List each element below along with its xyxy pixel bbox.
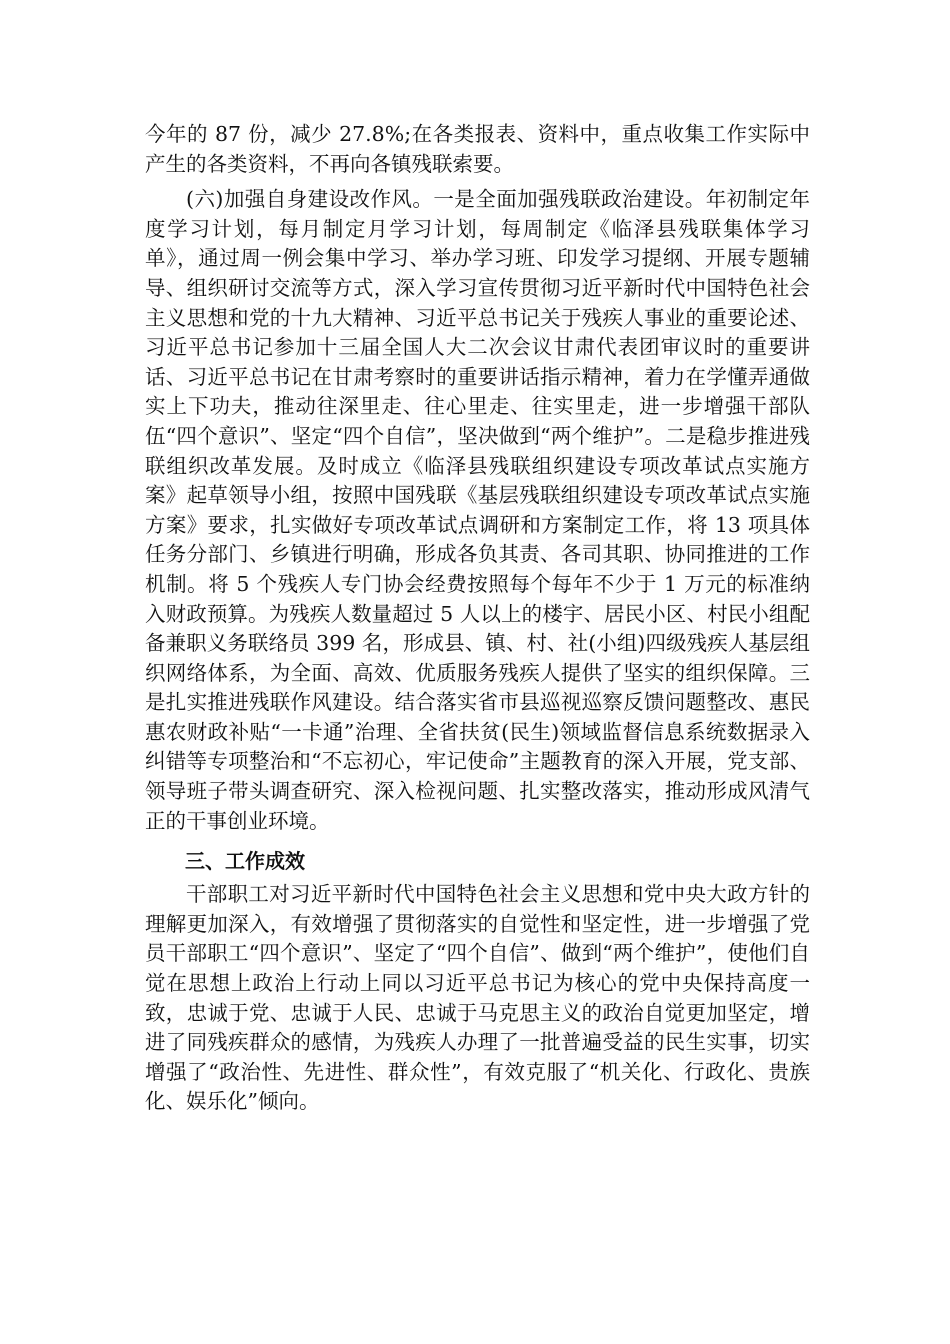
paragraph-gap [145, 836, 810, 842]
paragraph-work-results: 干部职工对习近平新时代中国特色社会主义思想和党中央大政方针的理解更加深入，有效增强了贯彻落实的自觉性和坚定性，进一步增强了党员干部职工“四个意识”、坚定了“四个自信”、做到“两个维护”，使他们自觉在思想上政治上行动上同以习近平总书记为核心的党中央保持高度一致，忠诚于党、忠诚于人民、忠诚于马克思主义的政治自觉更加坚定，增进了同残疾群众的感情，为残疾人办理了一批普遍受益的民生实事，切实增强了“政治性、先进性、群众性”，有效克服了“机关化、行政化、贵族化、娱乐化”倾向。 [145, 882, 810, 1114]
paragraph-continuation: 今年的 87 份，减少 27.8%;在各类报表、资料中，重点收集工作实际中产生的各类资料，不再向各镇残联索要。 [145, 122, 810, 176]
document-page [145, 120, 810, 1117]
paragraph-section-six: (六)加强自身建设改作风。一是全面加强残联政治建设。年初制定年度学习计划，每月制定月学习计划，每周制定《临泽县残联集体学习单》，通过周一例会集中学习、举办学习班、印发学习提纲、开展专题辅导、组织研讨交流等方式，深入学习宣传贯彻习近平新时代中国特色社会主义思想和党的十九大精神、习近平总书记关于残疾人事业的重要论述、习近平总书记参加十三届全国人大二次会议甘肃代表团审议时的重要讲话、习近平总书记在甘肃考察时的重要讲话指示精神，着力在学懂弄通做实上下功夫，推动往深里走、往心里走、往实里走，进一步增强干部队伍“四个意识”、坚定“四个自信”，坚决做到“两个维护”。二是稳步推进残联组织改革发展。及时成立《临泽县残联组织建设专项改革试点实施方案》起草领导小组，按照中国残联《基层残联组织建设专项改革试点实施方案》要求，扎实做好专项改革试点调研和方案制定工作，将 13 项具体任务分部门、乡镇进行明确，形成各负其责、各司其职、协同推进的工作机制。将 5 个残疾人专门协会经费按照每个每年不少于 1 万元的标准纳入财政预算。为残疾人数量超过 5 人以上的楼宇、居民小区、村民小组配备兼职义务联络员 399 名，形成县、镇、村、社(小组)四级残疾人基层组织网络体系，为全面、高效、优质服务残疾人提供了坚实的组织保障。三是扎实推进残联作风建设。结合落实省市县巡视巡察反馈问题整改、惠民惠农财政补贴“一卡通”治理、全省扶贫(民生)领域监督信息系统数据录入纠错等专项整治和“不忘初心，牢记使命”主题教育的深入开展，党支部、领导班子带头调查研究、深入检视问题、扎实整改落实，推动形成风清气正的干事创业环境。 [145, 187, 810, 833]
section-heading: 三、工作成效 [185, 849, 305, 874]
